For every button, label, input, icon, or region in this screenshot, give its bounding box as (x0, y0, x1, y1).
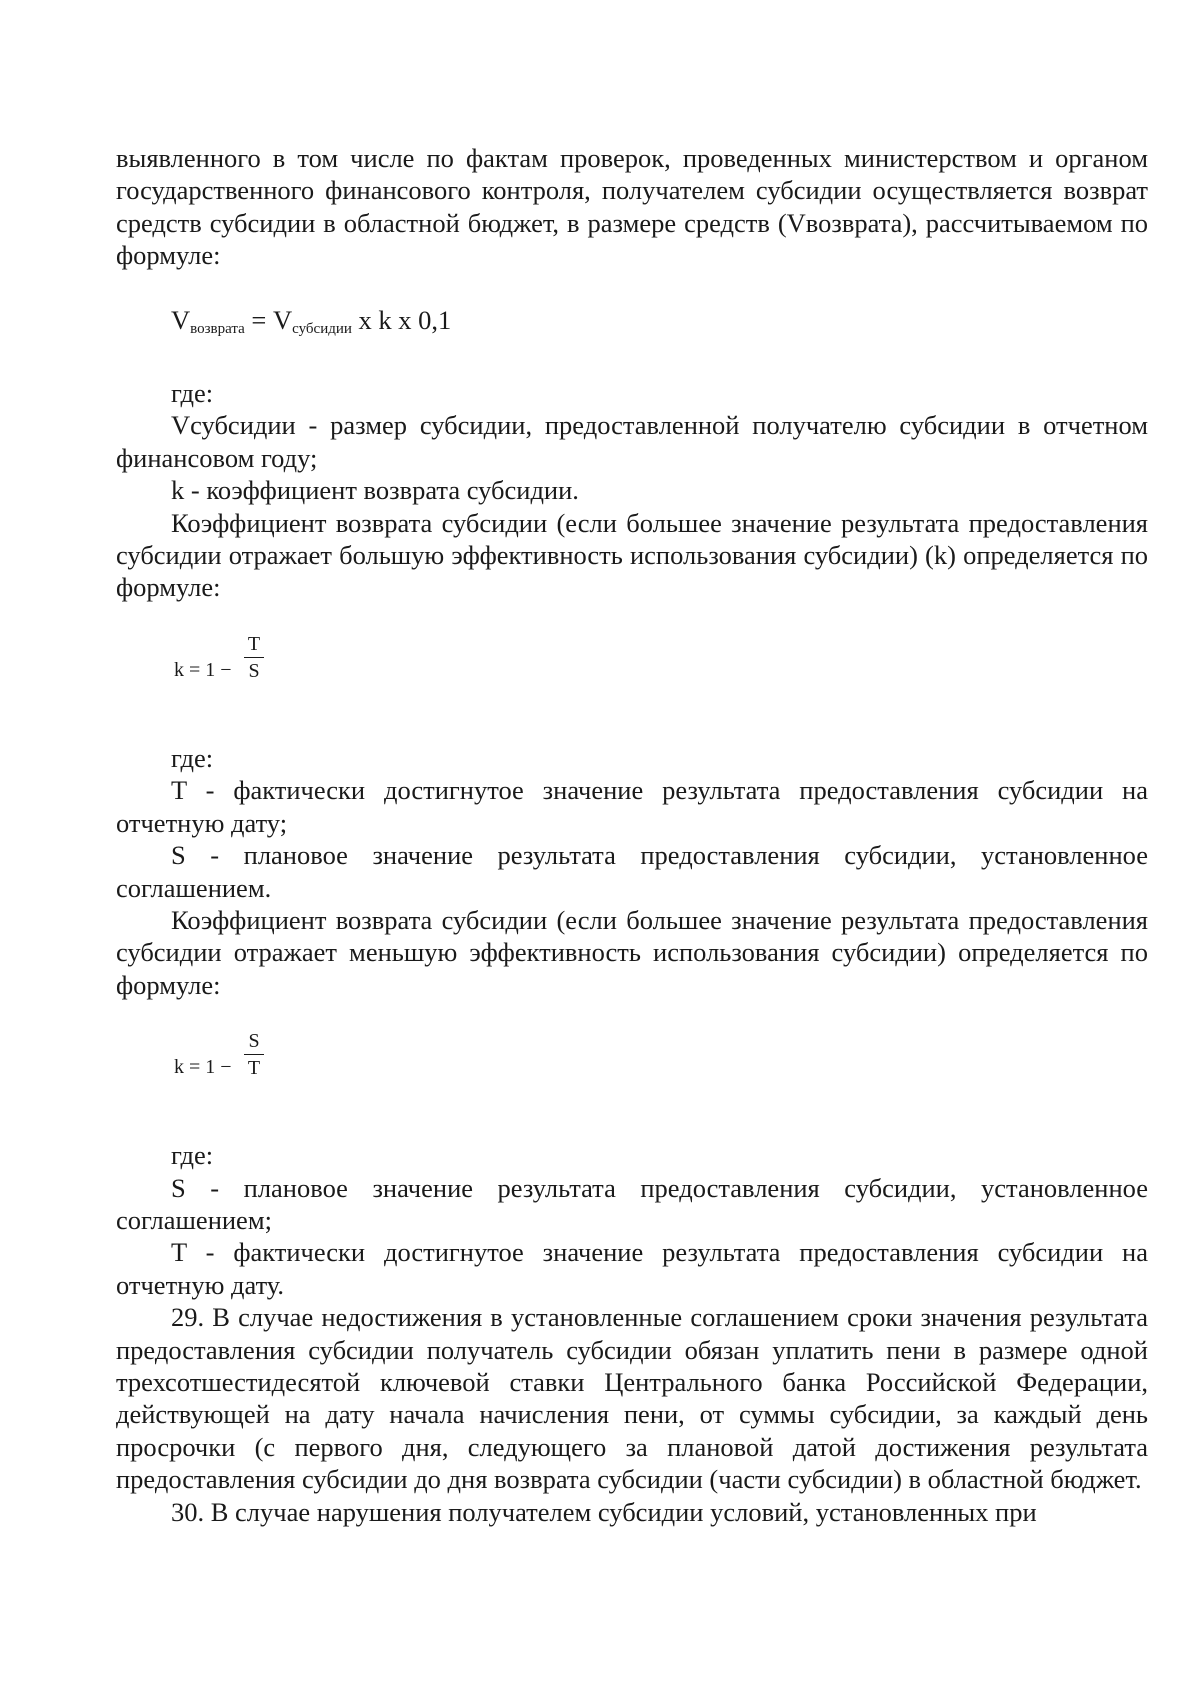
document-page (116, 142, 1148, 1528)
definition-k: k - коэффициент возврата субсидии. (171, 475, 579, 506)
paragraph-29: 29. В случае недостижения в установленные соглашением сроки значения результата предоставления субсидии получатель субсидии обязан уплатить пени в размере одной трехсотшестидесятой ключевой ставки Центрального банка Российской Федерации, действующей на дату начала начисления пени, от суммы субсидии, за каждый день просрочки (с первого дня, следующего за плановой датой достижения результата предоставления субсидии до дня возврата субсидии (части субсидии) в областной бюджет. (116, 1302, 1148, 1495)
fraction (244, 1029, 264, 1080)
formula-sub-vozvrata: возврата (190, 320, 245, 337)
fraction-bar (244, 657, 264, 658)
where-label: где: (171, 1140, 214, 1171)
paragraph-intro: выявленного в том числе по фактам проверок, проведенных министерством и органом государственного финансового контроля, получателем субсидии осуществляется возврат средств субсидии в областной бюджет, в размере средств (Vвозврата), рассчитываемом по формуле: (116, 143, 1148, 271)
formula-v-vozvrata (116, 304, 1148, 345)
formula-k-t-over-s (116, 632, 1148, 704)
paragraph-coefficient-1: Коэффициент возврата субсидии (если большее значение результата предоставления субсидии отражает большую эффективность использования субсидии) (k) определяется по формуле: (116, 507, 1148, 603)
fraction-bar (244, 1054, 264, 1055)
formula-rest: x k x 0,1 (351, 304, 452, 335)
formula-k-lhs: k = 1 − (174, 658, 232, 681)
formula-v: V (171, 304, 191, 335)
formula-eq: = V (244, 304, 293, 335)
fraction-numerator: T (247, 632, 261, 655)
paragraph-coefficient-2: Коэффициент возврата субсидии (если большее значение результата предоставления субсидии отражает меньшую эффективность использования субсидии) определяется по формуле: (116, 904, 1148, 1000)
fraction-numerator: S (248, 1030, 260, 1053)
where-label: где: (171, 378, 214, 409)
fraction-denominator: S (248, 659, 260, 682)
definition-t: T - фактически достигнутое значение результата предоставления субсидии на отчетную дату; (116, 775, 1148, 838)
formula-k-lhs: k = 1 − (174, 1056, 232, 1079)
formula-k-s-over-t (116, 1029, 1148, 1101)
paragraph-30: 30. В случае нарушения получателем субсидии условий, установленных при (171, 1496, 1037, 1527)
definition-s: S - плановое значение результата предоставления субсидии, установленное соглашением; (116, 1172, 1148, 1235)
fraction-denominator: T (247, 1057, 261, 1080)
definition-vsubsidii: Vсубсидии - размер субсидии, предоставленной получателю субсидии в отчетном финансовом году; (116, 410, 1148, 473)
where-label: где: (171, 742, 214, 773)
fraction (244, 632, 264, 683)
definition-s: S - плановое значение результата предоставления субсидии, установленное соглашением. (116, 840, 1148, 903)
formula-sub-subsidii: субсидии (292, 320, 352, 337)
definition-t: T - фактически достигнутое значение результата предоставления субсидии на отчетную дату. (116, 1237, 1148, 1300)
